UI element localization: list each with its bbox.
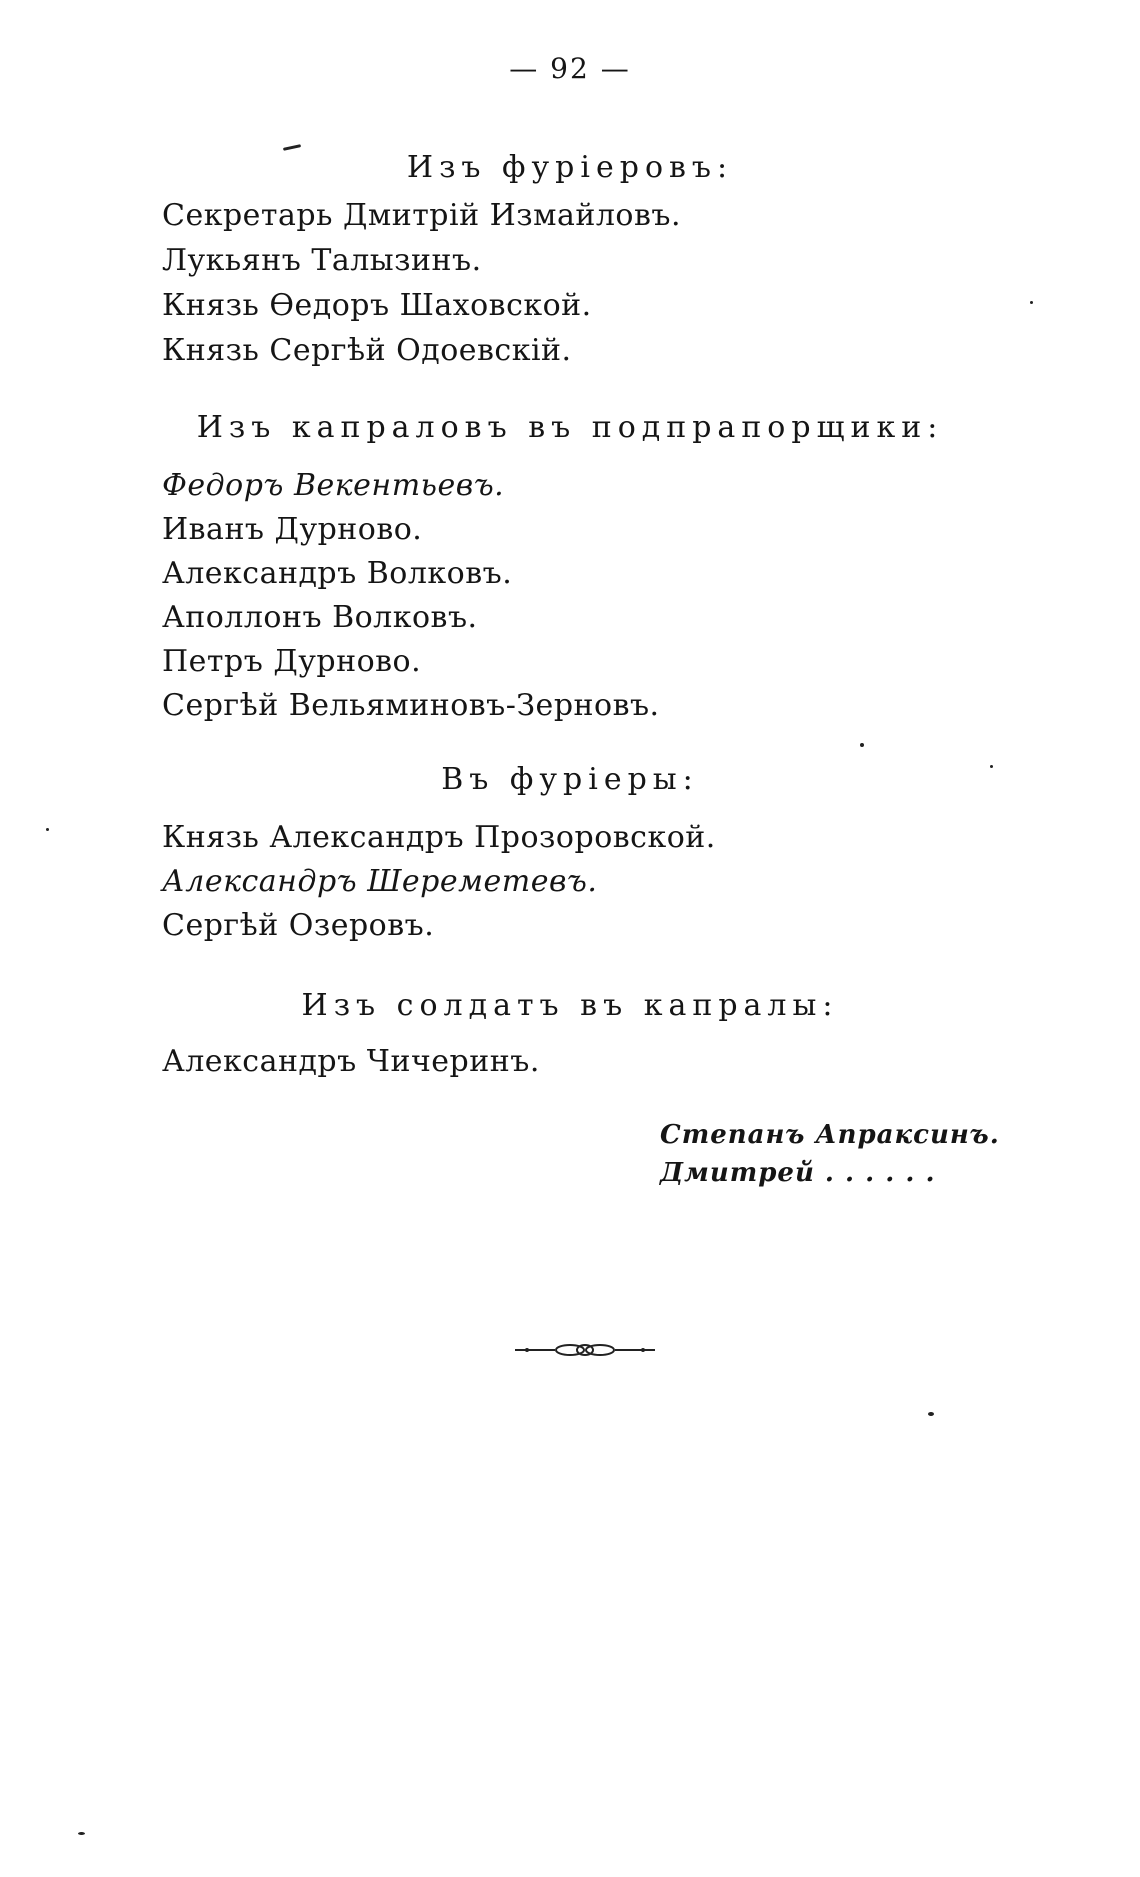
print-speck [78, 1832, 85, 1835]
list-item: Лукьянъ Талызинъ. [162, 243, 482, 278]
print-speck [1030, 301, 1033, 304]
section-heading: Изъ солдатъ въ капралы: [301, 988, 839, 1023]
list-item: Князь Александръ Прозоровской. [162, 820, 716, 855]
section-heading: Изъ фурiеровъ: [406, 150, 734, 185]
list-item: Александръ Шереметевъ. [162, 864, 598, 899]
ornament-divider-icon [515, 1340, 655, 1360]
signature-line: Дмитрей . . . . . . [660, 1158, 936, 1188]
list-item: Федоръ Векентьевъ. [162, 468, 505, 503]
list-item: Петръ Дурново. [162, 644, 422, 679]
list-item: Аполлонъ Волковъ. [162, 600, 478, 635]
print-speck [46, 828, 49, 831]
list-item: Александръ Чичеринъ. [162, 1044, 540, 1079]
list-item: Князь Өедоръ Шаховской. [162, 288, 592, 323]
section-heading: Въ фурiеры: [441, 762, 699, 797]
list-item: Князь Сергѣй Одоевскiй. [162, 333, 572, 368]
list-item: Сергѣй Вельяминовъ-Зерновъ. [162, 688, 660, 723]
section-heading: Изъ капраловъ въ подпрапорщики: [196, 410, 944, 445]
list-item: Александръ Волковъ. [162, 556, 513, 591]
list-item: Секретарь Дмитрiй Измайловъ. [162, 198, 681, 233]
print-speck [990, 765, 993, 768]
list-item: Иванъ Дурново. [162, 512, 423, 547]
list-item: Сергѣй Озеровъ. [162, 908, 435, 943]
page-number: — 92 — [509, 52, 631, 85]
signature-line: Степанъ Апраксинъ. [660, 1120, 1000, 1150]
print-speck [860, 743, 864, 747]
print-speck [928, 1412, 934, 1416]
